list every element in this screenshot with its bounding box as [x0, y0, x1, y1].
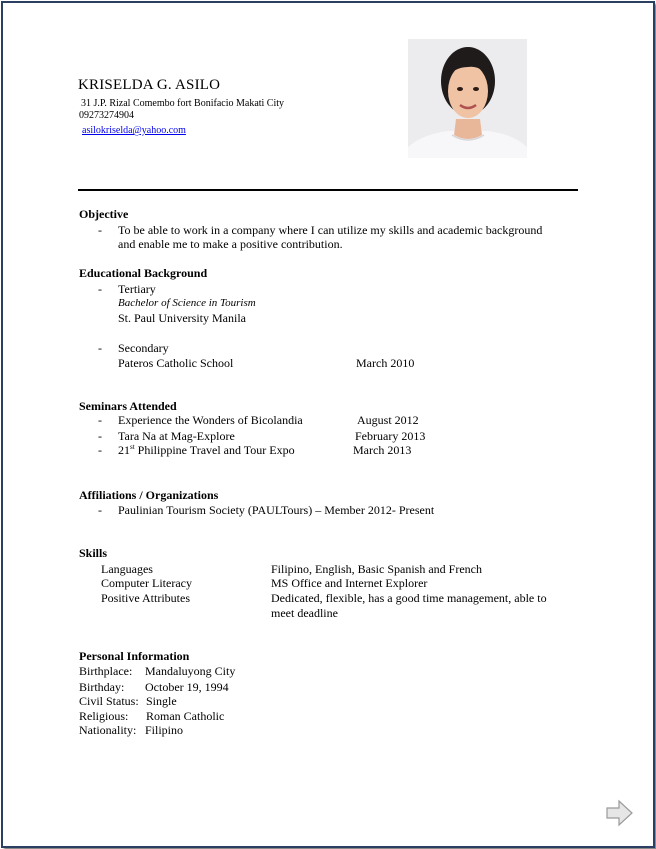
skill-label: Positive Attributes — [101, 591, 191, 605]
skill-value: MS Office and Internet Explorer — [271, 576, 428, 590]
bullet-dash: - — [98, 443, 102, 457]
birthday-value: October 19, 1994 — [145, 680, 229, 694]
skill-label: Computer Literacy — [101, 576, 192, 590]
bullet-dash: - — [98, 503, 102, 517]
next-arrow-icon[interactable] — [604, 798, 634, 828]
civil-status-label: Civil Status: — [79, 694, 139, 708]
religious-value: Roman Catholic — [146, 709, 225, 723]
birthplace-label: Birthplace: — [79, 664, 133, 678]
seminar-title: Tara Na at Mag-Explore — [118, 429, 235, 443]
skill-label: Languages — [101, 562, 153, 576]
tertiary-degree: Bachelor of Science in Tourism — [118, 297, 256, 309]
objective-line-1: To be able to work in a company where I can utilize my skills and academic background — [118, 223, 543, 237]
skill-value: Filipino, English, Basic Spanish and French — [271, 562, 482, 576]
seminar-date: February 2013 — [355, 429, 426, 443]
bullet-dash: - — [98, 282, 102, 296]
skill-value-continued: meet deadline — [271, 606, 338, 620]
seminar-title-number: 21 — [118, 443, 130, 457]
seminar-title-superscript: st — [130, 443, 135, 451]
seminars-heading: Seminars Attended — [79, 399, 177, 413]
birthplace-value: Mandaluyong City — [145, 664, 236, 678]
nationality-value: Filipino — [145, 723, 184, 737]
applicant-email-link[interactable]: asilokriselda@yahoo.com — [82, 125, 186, 136]
objective-heading: Objective — [79, 207, 129, 221]
religious-label: Religious: — [79, 709, 129, 723]
secondary-date: March 2010 — [356, 356, 415, 370]
birthday-label: Birthday: — [79, 680, 125, 694]
skills-heading: Skills — [79, 546, 108, 560]
bullet-dash: - — [98, 223, 102, 237]
civil-status-value: Single — [146, 694, 177, 708]
applicant-address: 31 J.P. Rizal Comembo fort Bonifacio Makati City — [81, 98, 285, 109]
applicant-phone: 09273274904 — [79, 110, 134, 121]
bullet-dash: - — [98, 413, 102, 427]
bullet-dash: - — [98, 429, 102, 443]
tertiary-label: Tertiary — [118, 282, 156, 296]
seminar-date: August 2012 — [357, 413, 419, 427]
header-divider — [78, 189, 578, 191]
seminar-title: Experience the Wonders of Bicolandia — [118, 413, 303, 427]
seminar-date: March 2013 — [353, 443, 412, 457]
affiliations-heading: Affiliations / Organizations — [79, 488, 219, 502]
seminar-title-rest: Philippine Travel and Tour Expo — [134, 443, 295, 457]
objective-line-2: and enable me to make a positive contribution. — [118, 237, 343, 251]
profile-photo — [408, 39, 527, 158]
tertiary-school: St. Paul University Manila — [118, 311, 246, 325]
nationality-label: Nationality: — [79, 723, 137, 737]
bullet-dash: - — [98, 341, 102, 355]
affiliation-item: Paulinian Tourism Society (PAULTours) – Member 2012- Present — [118, 503, 435, 517]
skill-value: Dedicated, flexible, has a good time management, able to — [271, 591, 547, 605]
secondary-label: Secondary — [118, 341, 169, 355]
education-heading: Educational Background — [79, 266, 208, 280]
applicant-name: KRISELDA G. ASILO — [78, 77, 221, 93]
seminar-title — [118, 443, 295, 458]
secondary-school: Pateros Catholic School — [118, 356, 234, 370]
personal-heading: Personal Information — [79, 649, 190, 663]
